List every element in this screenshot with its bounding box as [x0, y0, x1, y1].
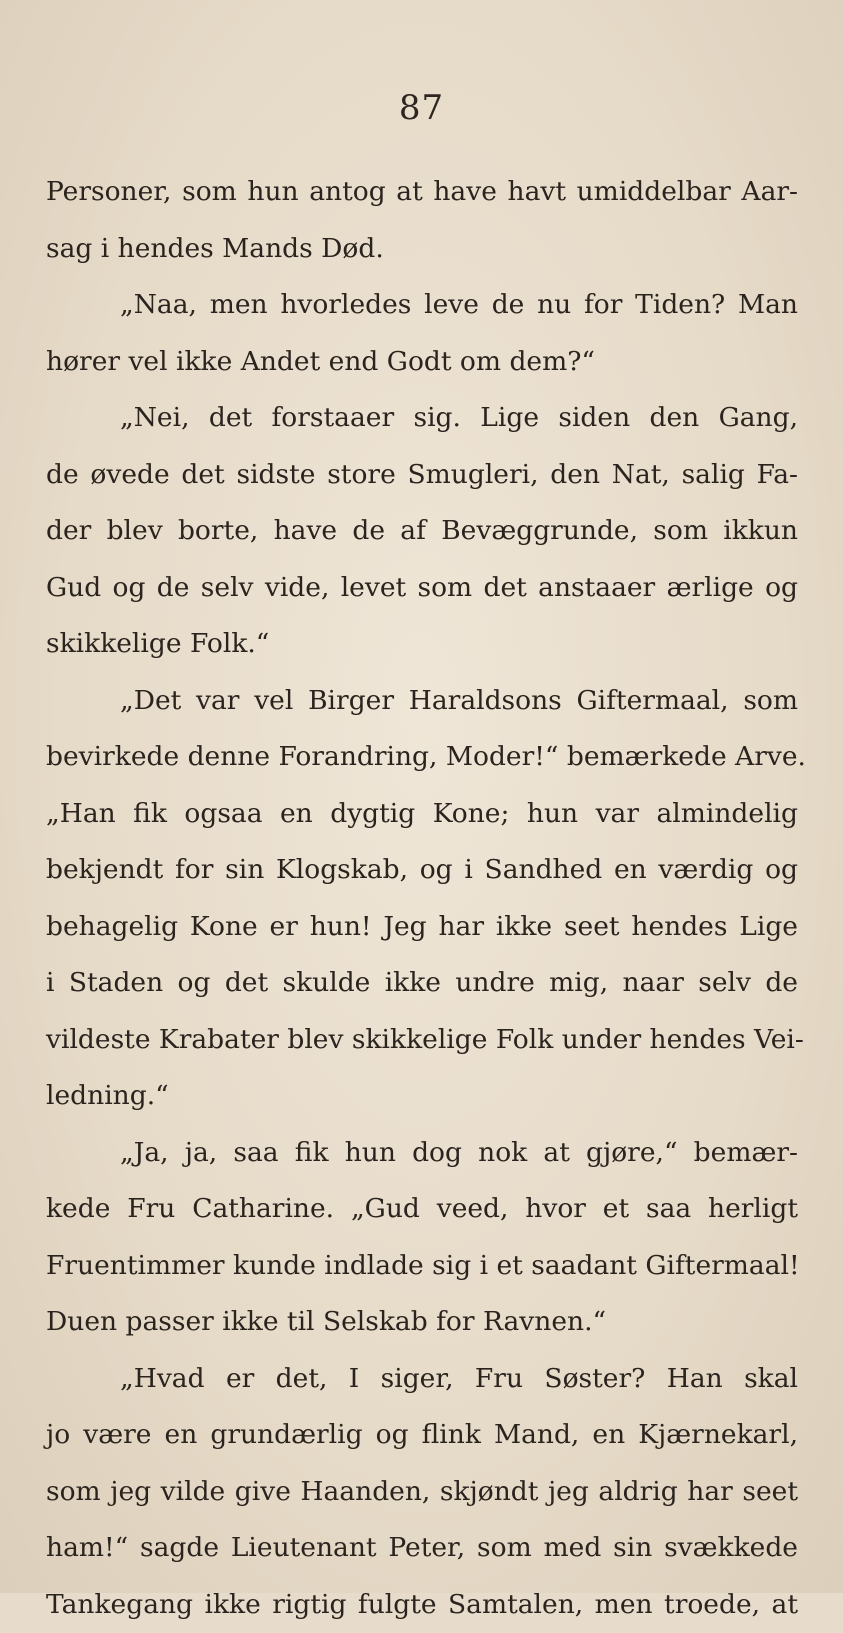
text-line: „Naa, men hvorledes leve de nu for Tiden? Man	[46, 277, 798, 334]
page-number: 87	[0, 88, 843, 128]
text-line: sag i hendes Mands Død.	[46, 221, 798, 278]
text-line: „Det var vel Birger Haraldsons Giftermaal, som	[46, 673, 798, 730]
text-line: bevirkede denne Forandring, Moder!“ bemærkede Arve.	[46, 729, 798, 786]
body-text	[46, 164, 798, 1633]
text-line: Fruentimmer kunde indlade sig i et saadant Giftermaal!	[46, 1238, 798, 1295]
text-line: som jeg vilde give Haanden, skjøndt jeg aldrig har seet	[46, 1464, 798, 1521]
text-line: ham!“ sagde Lieutenant Peter, som med sin svækkede	[46, 1520, 798, 1577]
text-line: i Staden og det skulde ikke undre mig, naar selv de	[46, 955, 798, 1012]
text-line: behagelig Kone er hun! Jeg har ikke seet hendes Lige	[46, 899, 798, 956]
text-line: Gud og de selv vide, levet som det anstaaer ærlige og	[46, 560, 798, 617]
text-line: kede Fru Catharine. „Gud veed, hvor et saa herligt	[46, 1181, 798, 1238]
text-line: jo være en grundærlig og flink Mand, en Kjærnekarl,	[46, 1407, 798, 1464]
text-line: bekjendt for sin Klogskab, og i Sandhed en værdig og	[46, 842, 798, 899]
text-line: hører vel ikke Andet end Godt om dem?“	[46, 334, 798, 391]
text-line: Tankegang ikke rigtig fulgte Samtalen, men troede, at	[46, 1577, 798, 1633]
text-line: „Hvad er det, I siger, Fru Søster? Han skal	[46, 1351, 798, 1408]
text-line: „Han fik ogsaa en dygtig Kone; hun var almindelig	[46, 786, 798, 843]
text-line: de øvede det sidste store Smugleri, den Nat, salig Fa-	[46, 447, 798, 504]
text-line: skikkelige Folk.“	[46, 616, 798, 673]
text-line: Duen passer ikke til Selskab for Ravnen.“	[46, 1294, 798, 1351]
text-line: Personer, som hun antog at have havt umiddelbar Aar-	[46, 164, 798, 221]
text-line: ledning.“	[46, 1068, 798, 1125]
text-line: der blev borte, have de af Bevæggrunde, som ikkun	[46, 503, 798, 560]
text-line: „Ja, ja, saa fik hun dog nok at gjøre,“ bemær-	[46, 1125, 798, 1182]
text-line: vildeste Krabater blev skikkelige Folk under hendes Vei-	[46, 1012, 798, 1069]
text-line: „Nei, det forstaaer sig. Lige siden den Gang,	[46, 390, 798, 447]
